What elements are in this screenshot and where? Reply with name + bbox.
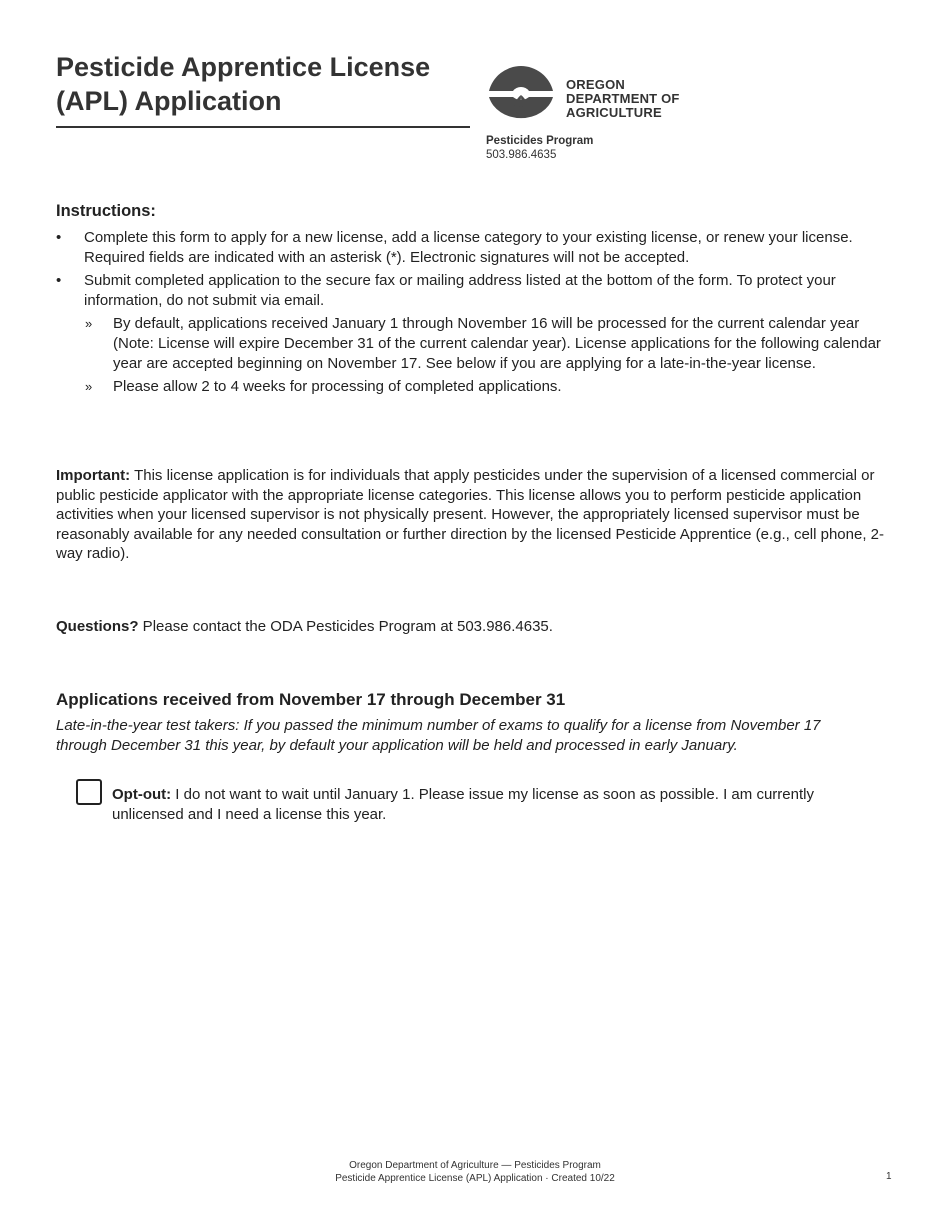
important-label: Important: [56,467,131,484]
program-contact [486,134,593,162]
chevron-right-icon: » [85,316,93,332]
bullet-text: Complete this form to apply for a new license, add a license category to your existing license, or renew your license. Required fields are indicated with an asterisk (*). Electronic signatures will not be accepted. [84,229,853,266]
sub-bullet-text: By default, applications received January 1 through November 16 will be processed for the current calendar year (Note: License will expire December 31 of the current calendar year). License applications for the following calendar year are accepted beginning on November 17. See below if you are applying for a late-in-the-year license. [113,315,881,372]
page-number: 1 [886,1171,892,1182]
page-footer [0,1159,950,1185]
instructions-heading: Instructions: [56,202,156,220]
questions-paragraph [56,617,886,637]
questions-label: Questions? [56,618,139,635]
logo-line-3: AGRICULTURE [566,105,662,120]
questions-text: Please contact the ODA Pesticides Program at 503.986.4635. [138,618,553,635]
title-line-1: Pesticide Apprentice License [56,52,431,82]
sub-list-item [56,314,886,373]
logo-line-2: DEPARTMENT OF [566,91,680,106]
bullet-text: Submit completed application to the secure fax or mailing address listed at the bottom of the form. To protect your information, do not submit via email. [84,272,836,309]
instructions-list [56,228,886,401]
footer-line-1: Oregon Department of Agriculture — Pesticides Program [349,1160,601,1171]
list-item [56,271,886,310]
important-paragraph [56,466,886,564]
optout-checkbox[interactable] [76,779,102,805]
logo-line-1: OREGON [566,77,625,92]
late-applications-heading: Applications received from November 17 through December 31 [56,690,566,709]
chevron-right-icon: » [85,379,93,395]
sub-bullet-text: Please allow 2 to 4 weeks for processing of completed applications. [113,378,562,396]
program-phone: 503.986.4635 [486,149,557,161]
oda-logo-icon [487,57,557,121]
title-line-2: (APL) Application [56,86,282,116]
program-name: Pesticides Program [486,135,594,147]
oda-logo [487,57,687,123]
optout-text: I do not want to wait until January 1. Please issue my license as soon as possible. I am currently unlicensed and I need a license this year. [112,786,814,823]
bullet-icon: • [56,272,62,290]
late-applications-note: Late-in-the-year test takers: If you passed the minimum number of exams to qualify for a license from November 17 through December 31 this year, by default your application will be held and processed in early January. [56,717,821,754]
logo-wordmark [566,78,680,120]
footer-line-2: Pesticide Apprentice License (APL) Application · Created 10/22 [335,1173,615,1184]
page-title [56,50,470,128]
bullet-icon: • [56,229,62,246]
optout-statement [112,785,872,824]
important-text: This license application is for individuals that apply pesticides under the supervision of a licensed commercial or public pesticide applicator with the appropriate license categories. This license allows you to perform pesticide application activities when your licensed supervisor is not physically present. However, the appropriately licensed supervisor must be reasonably available for any needed consultation or further direction by the licensed Pesticide Apprentice (e.g., cell phone, 2-way radio). [56,467,885,563]
sub-list-item [56,377,886,397]
optout-label: Opt-out: [112,786,172,803]
list-item [56,228,886,267]
